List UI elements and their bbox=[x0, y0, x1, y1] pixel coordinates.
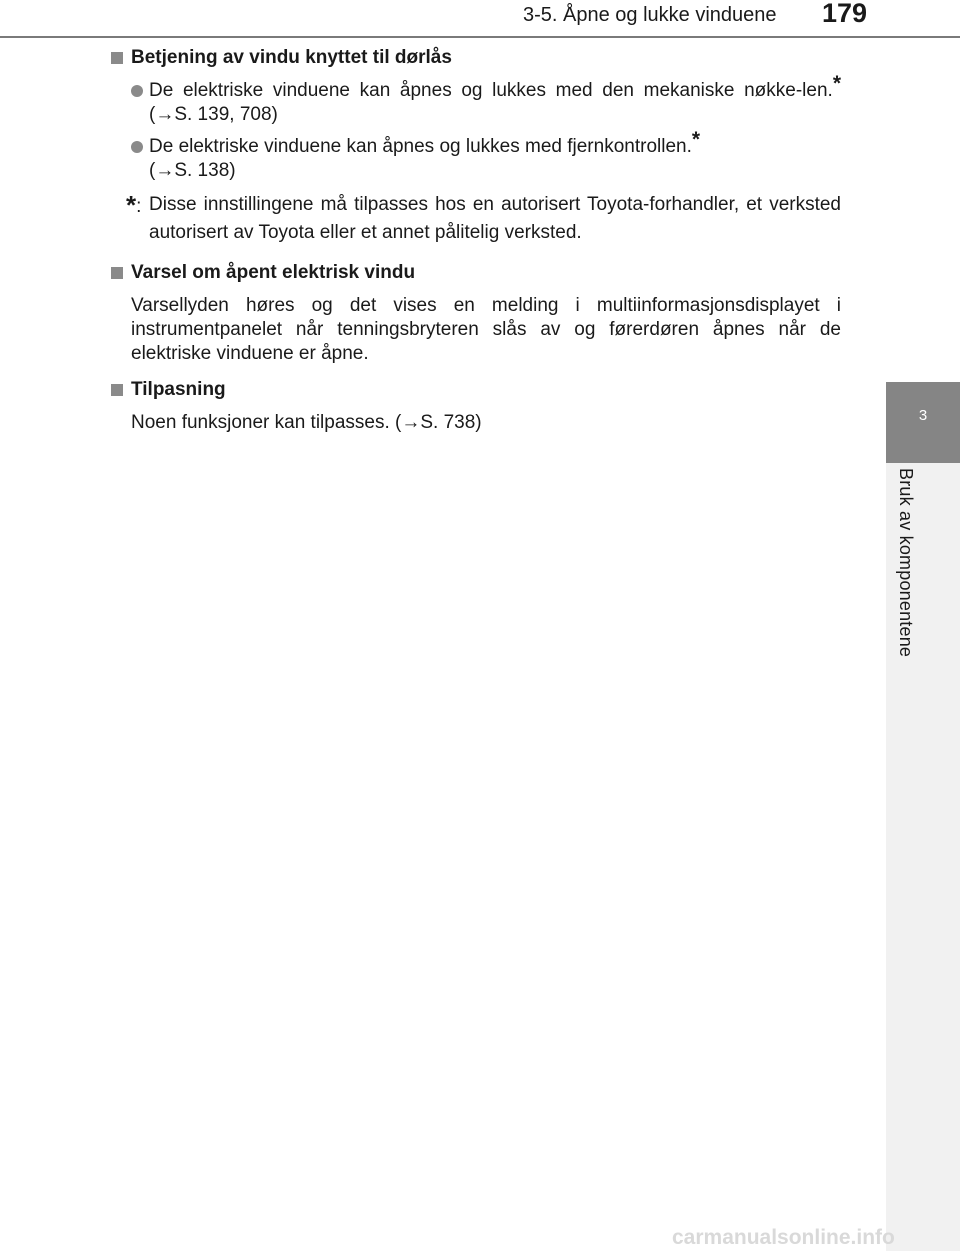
footnote bbox=[109, 191, 841, 247]
square-bullet-icon bbox=[111, 52, 123, 64]
paragraph: Varsellyden høres og det vises en melding i multiinformasjonsdisplayet i instrumentpanelet når tenningsbryteren slås av og førerdøren åpnes når de elektriske vinduene er åpne. bbox=[131, 295, 841, 364]
page-reference: (→S. 139, 708) bbox=[149, 104, 278, 125]
chapter-number: 3 bbox=[918, 407, 928, 424]
footnote-text: Disse innstillingene må tilpasses hos en autorisert Toyota-forhandler, et verksted autorisert av Toyota eller et annet pålitelig verksted. bbox=[149, 194, 841, 243]
section-title: 3-5. Åpne og lukke vinduene bbox=[523, 4, 777, 26]
square-bullet-icon bbox=[111, 267, 123, 279]
footnote-ref-mark: * bbox=[832, 72, 841, 95]
list-item bbox=[109, 128, 841, 183]
watermark: carmanualsonline.info bbox=[672, 1226, 895, 1249]
list-item bbox=[109, 72, 841, 127]
paragraph: Noen funksjoner kan tilpasses. (→S. 738) bbox=[131, 412, 482, 433]
heading-text: Tilpasning bbox=[131, 379, 226, 400]
footnote-mark: *: bbox=[126, 190, 142, 220]
chapter-title: Bruk av komponentene bbox=[896, 468, 916, 658]
page-reference: (→S. 138) bbox=[149, 160, 236, 181]
footnote-star: * bbox=[126, 190, 137, 220]
circle-bullet-icon bbox=[131, 85, 143, 97]
page-number: 179 bbox=[822, 0, 868, 28]
bullet-text: De elektriske vinduene kan åpnes og lukkes med fjernkontrollen. bbox=[149, 136, 692, 157]
page-content bbox=[109, 46, 841, 447]
heading-text: Varsel om åpent elektrisk vindu bbox=[131, 262, 416, 283]
section-heading bbox=[109, 46, 841, 70]
footnote-ref-mark: * bbox=[691, 128, 701, 151]
section-heading bbox=[109, 378, 841, 402]
section-heading bbox=[109, 261, 841, 285]
bullet-text: De elektriske vinduene kan åpnes og lukkes med den mekaniske nøkke-len. bbox=[149, 80, 833, 101]
square-bullet-icon bbox=[111, 384, 123, 396]
heading-text: Betjening av vindu knyttet til dørlås bbox=[131, 47, 452, 68]
header-rule bbox=[0, 36, 960, 38]
circle-bullet-icon bbox=[131, 141, 143, 153]
chapter-tab bbox=[886, 382, 960, 463]
